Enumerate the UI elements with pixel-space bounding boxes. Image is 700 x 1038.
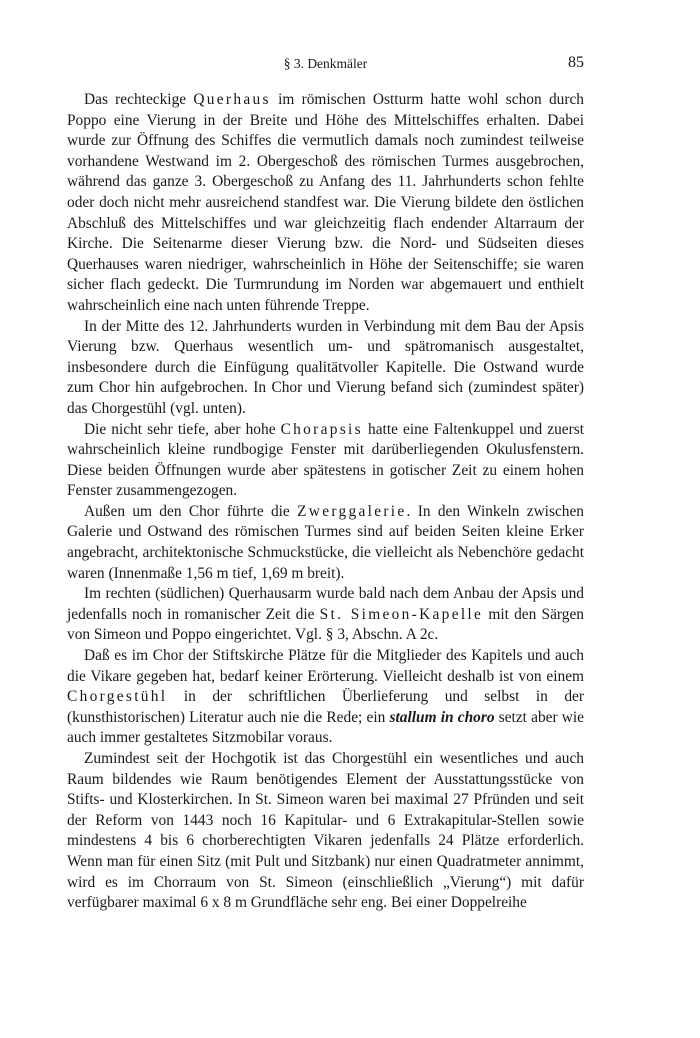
paragraph-simeon-kapelle <box>67 584 584 646</box>
spaced-term-chorapsis: Chorapsis <box>280 420 363 438</box>
paragraph-hochgotik <box>67 749 584 914</box>
paragraph-text: Das rechteckige <box>84 91 194 108</box>
paragraph-text: Daß es im Chor der Stiftskirche Plätze für die Mitglieder des Kapitels und auch die Vikare gegeben hat, bedarf keiner Erörterung. Vielleicht deshalb ist von einem <box>67 647 584 685</box>
latin-term-stallum: stallum in choro <box>389 708 495 726</box>
paragraph-text: in der schriftlichen Überlieferung und selbst in der (kunsthistorischen) Literatur auch nie die Rede; ein <box>67 688 584 726</box>
paragraph-text: Außen um den Chor führte die <box>84 502 298 520</box>
spaced-term-chorgestuehl: Chorgestühl <box>67 688 168 706</box>
paragraph-text: Die nicht sehr tiefe, aber hohe <box>84 420 281 438</box>
spaced-term-zwerggalerie: Zwerggalerie <box>297 502 407 520</box>
spaced-term-querhaus: Querhaus <box>193 91 271 108</box>
paragraph-mitte-12-jh <box>67 317 584 420</box>
paragraph-zwerggalerie <box>67 502 584 584</box>
paragraph-text: mit den Särgen von Simeon und Poppo eingerichtet. Vgl. § 3, Abschn. A 2c. <box>67 605 585 644</box>
body-text <box>67 90 584 914</box>
paragraph-text: hatte eine Faltenkuppel und zuerst wahrscheinlich kleine rundbogige Fenster mit darüberliegenden Okulusfenstern. Diese beiden Öffnungen wurde aber spätestens in gotischer Zeit zu einem hohen Fenster zusammengezogen. <box>67 420 584 500</box>
paragraph-chorgestuehl-intro <box>67 646 584 749</box>
paragraph-text: Im rechten (südlichen) Querhausarm wurde bald nach dem Anbau der Apsis und jedenfalls noch in romanischer Zeit die <box>67 585 584 623</box>
paragraph-text: . In den Winkeln zwischen Galerie und Ostwand des römischen Turmes sind auf beiden Seiten kleine Erker angebracht, architektonische Schmuckstücke, die vielleicht als Nebenchöre gedacht waren (Innenmaße 1,56 m tief, 1,69 m breit). <box>67 502 584 582</box>
paragraph-querhaus <box>67 90 584 317</box>
page-number: 85 <box>568 54 584 71</box>
paragraph-chorapsis <box>67 420 584 502</box>
paragraph-text: Zumindest seit der Hochgotik ist das Chorgestühl ein wesentliches und auch Raum bildendes wie Raum benötigendes Element der Ausstattungsstücke von Stifts- und Klosterkirchen. In St. Simeon waren bei maximal 27 Pfründen und seit der Reform von 1443 noch 16 Kapitular- und 6 Extrakapitular-Stellen sowie mindestens 4 bis 6 chorberechtigten Vikaren jedenfalls 24 Plätze erforderlich. Wenn man für einen Sitz (mit Pult und Sitzbank) nur einen Quadratmeter annimmt, wird es im Chorraum von St. Simeon (einschließlich „Vierung“) mit dafür verfügbarer maximal 6 x 8 m Grundfläche sehr eng. Bei einer Doppelreihe <box>67 750 584 912</box>
running-title: § 3. Denkmäler <box>283 56 368 71</box>
paragraph-text: In der Mitte des 12. Jahrhunderts wurden in Verbindung mit dem Bau der Apsis Vierung bzw. Querhaus wesentlich um- und spätromanisch ausgestaltet, insbesondere durch die Einfügung qualitätvoller Kapitelle. Die Ostwand wurde zum Chor hin aufgebrochen. In Chor und Vierung befand sich (zumindest später) das Chorgestühl (vgl. unten). <box>67 317 584 417</box>
running-head <box>67 54 584 74</box>
spaced-term-simeon-kapelle: St. Simeon-Kapelle <box>319 605 484 623</box>
paragraph-text: im römischen Ostturm hatte wohl schon durch Poppo eine Vierung in der Breite und Höhe des Mittelschiffes erhalten. Dabei wurde zur Öffnung des Schiffes die vermutlich damals noch zumindest teilweise vorhandene Westwand im 2. Obergeschoß des römischen Turmes ausgebrochen, während das ganze 3. Obergeschoß zu Anfang des 11. Jahrhunderts schon fehlte oder doch nicht mehr ausreichend standfest war. Die Vierung bildete den östlichen Abschluß des Mittelschiffes und war gleichzeitig flach endender Altarraum der Kirche. Die Seitenarme dieser Vierung bzw. die Nord- und Südseiten dieses Querhauses waren niedriger, wahrscheinlich in Höhe der Seitenschiffe; sie waren sicher flach gedeckt. Die Turmrundung im Norden war abgemauert und enthielt wahrscheinlich eine nach unten führende Treppe. <box>67 91 584 314</box>
paragraph-text: setzt aber wie auch immer gestaltetes Sitzmobilar voraus. <box>67 708 585 747</box>
